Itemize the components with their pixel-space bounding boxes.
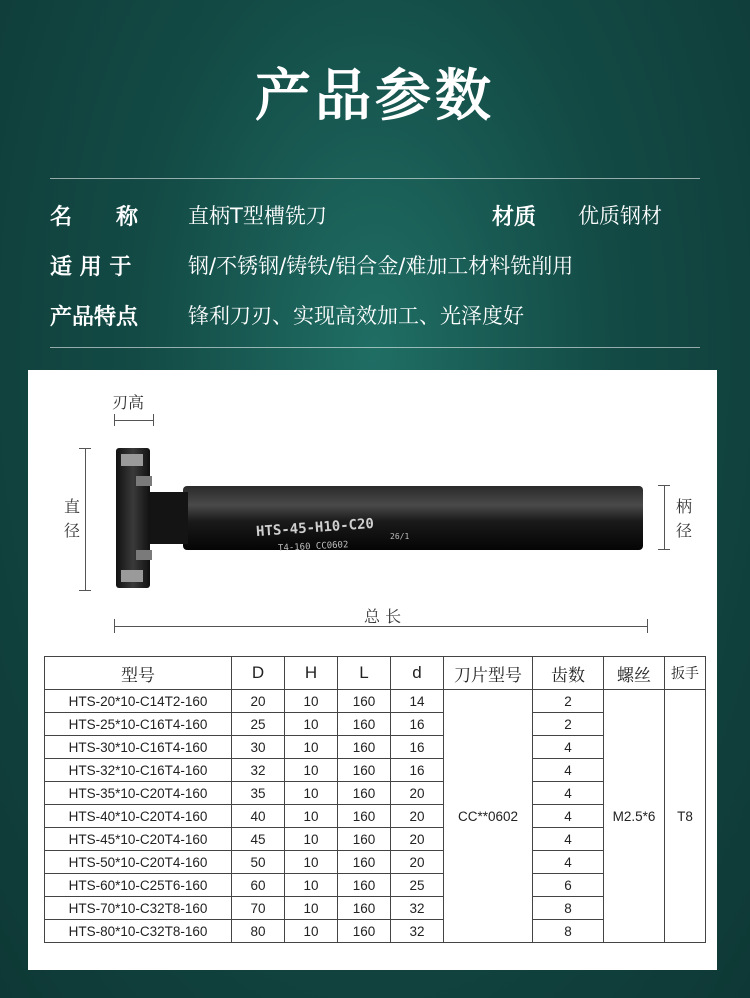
cell-l: 160: [338, 713, 391, 736]
cell-l: 160: [338, 805, 391, 828]
blade-height-label: 刃高: [112, 393, 145, 412]
cell-l: 160: [338, 851, 391, 874]
cell-d: 25: [232, 713, 285, 736]
cell-teeth: 6: [533, 874, 604, 897]
material-value: 优质钢材: [578, 204, 662, 228]
cell-h: 10: [285, 736, 338, 759]
cell-d: 45: [232, 828, 285, 851]
cell-shank-d: 32: [391, 897, 444, 920]
divider-bottom: [50, 347, 700, 348]
header-l: L: [338, 657, 391, 690]
cell-shank-d: 20: [391, 805, 444, 828]
cell-model: HTS-20*10-C14T2-160: [45, 690, 232, 713]
cell-teeth: 4: [533, 828, 604, 851]
shank-tick-top: [658, 485, 670, 486]
cell-h: 10: [285, 828, 338, 851]
divider-top: [50, 178, 700, 179]
shank-body: [183, 486, 643, 550]
cell-l: 160: [338, 920, 391, 943]
feature-label: 产品特点: [50, 305, 139, 330]
cell-model: HTS-40*10-C20T4-160: [45, 805, 232, 828]
diameter-line: [85, 448, 86, 590]
insert-top: [121, 454, 143, 466]
header-model: 型号: [45, 657, 232, 690]
cell-wrench: T8: [665, 690, 706, 943]
shank-line: [664, 485, 665, 549]
cell-l: 160: [338, 759, 391, 782]
cell-model: HTS-80*10-C32T8-160: [45, 920, 232, 943]
header-insert: 刀片型号: [444, 657, 533, 690]
cell-d: 60: [232, 874, 285, 897]
cell-l: 160: [338, 736, 391, 759]
cell-teeth: 2: [533, 690, 604, 713]
usage-value: 钢/不锈钢/铸铁/铝合金/难加工材料铣削用: [188, 254, 574, 278]
cell-teeth: 4: [533, 759, 604, 782]
product-card: [28, 370, 717, 970]
cell-teeth: 8: [533, 897, 604, 920]
page-title: 产品参数: [255, 64, 495, 129]
cell-shank-d: 16: [391, 736, 444, 759]
cell-l: 160: [338, 690, 391, 713]
cell-h: 10: [285, 920, 338, 943]
insert-mid-bottom: [136, 550, 152, 560]
cell-d: 40: [232, 805, 285, 828]
cell-teeth: 2: [533, 713, 604, 736]
cell-d: 50: [232, 851, 285, 874]
cell-d: 70: [232, 897, 285, 920]
cell-model: HTS-25*10-C16T4-160: [45, 713, 232, 736]
blade-height-tick-right: [153, 414, 154, 426]
shank-neck: [148, 492, 188, 544]
cell-screw: M2.5*6: [604, 690, 665, 943]
cell-model: HTS-30*10-C16T4-160: [45, 736, 232, 759]
cell-l: 160: [338, 897, 391, 920]
spec-table: [44, 656, 706, 943]
cutter-head: [116, 448, 150, 588]
cell-d: 30: [232, 736, 285, 759]
total-length-line: [114, 626, 648, 627]
engraving-main: HTS-45-H10-C20: [255, 515, 375, 541]
total-length-tick-right: [647, 619, 648, 633]
name-value: 直柄T型槽铣刀: [188, 204, 327, 228]
total-length-label: 总 长: [364, 607, 402, 626]
blade-height-line: [114, 420, 154, 421]
shank-label-1: 柄: [675, 497, 692, 516]
material-label: 材质: [492, 205, 537, 230]
cell-shank-d: 16: [391, 759, 444, 782]
cell-shank-d: 14: [391, 690, 444, 713]
diameter-label-1: 直: [63, 497, 80, 516]
total-length-tick-left: [114, 619, 115, 633]
cell-teeth: 4: [533, 782, 604, 805]
engraving-sub: T4-160 CC0602: [277, 540, 349, 554]
cell-d: 35: [232, 782, 285, 805]
cell-h: 10: [285, 759, 338, 782]
cell-model: HTS-35*10-C20T4-160: [45, 782, 232, 805]
cell-d: 20: [232, 690, 285, 713]
cell-model: HTS-60*10-C25T6-160: [45, 874, 232, 897]
cell-shank-d: 16: [391, 713, 444, 736]
cell-h: 10: [285, 713, 338, 736]
insert-mid-top: [136, 476, 152, 486]
cell-teeth: 8: [533, 920, 604, 943]
shank-tick-bottom: [658, 549, 670, 550]
shank-label-2: 径: [675, 521, 692, 540]
header-screw: 螺丝: [604, 657, 665, 690]
cell-model: HTS-50*10-C20T4-160: [45, 851, 232, 874]
cell-h: 10: [285, 690, 338, 713]
usage-label: 适 用 于: [50, 255, 132, 280]
header-teeth: 齿数: [533, 657, 604, 690]
cell-insert: CC**0602: [444, 690, 533, 943]
cell-l: 160: [338, 782, 391, 805]
cell-d: 80: [232, 920, 285, 943]
cell-teeth: 4: [533, 851, 604, 874]
table-header-row: [45, 657, 706, 690]
cell-shank-d: 20: [391, 828, 444, 851]
cell-h: 10: [285, 874, 338, 897]
feature-value: 锋利刀刃、实现高效加工、光泽度好: [188, 304, 524, 328]
header-h: H: [285, 657, 338, 690]
header-shank-d: d: [391, 657, 444, 690]
table-row: [45, 690, 706, 713]
cell-d: 32: [232, 759, 285, 782]
cell-model: HTS-70*10-C32T8-160: [45, 897, 232, 920]
cell-teeth: 4: [533, 805, 604, 828]
cell-shank-d: 25: [391, 874, 444, 897]
cell-shank-d: 32: [391, 920, 444, 943]
diameter-label-2: 径: [63, 521, 80, 540]
name-label: 名 称: [50, 205, 139, 230]
cell-h: 10: [285, 805, 338, 828]
cell-model: HTS-32*10-C16T4-160: [45, 759, 232, 782]
cell-shank-d: 20: [391, 782, 444, 805]
cell-model: HTS-45*10-C20T4-160: [45, 828, 232, 851]
cell-h: 10: [285, 897, 338, 920]
blade-height-tick-left: [114, 414, 115, 426]
cell-l: 160: [338, 828, 391, 851]
cell-h: 10: [285, 851, 338, 874]
cell-l: 160: [338, 874, 391, 897]
cell-shank-d: 20: [391, 851, 444, 874]
cell-h: 10: [285, 782, 338, 805]
cell-teeth: 4: [533, 736, 604, 759]
engraving-small: 26/1: [390, 532, 410, 541]
header-wrench: 扳手: [665, 657, 706, 690]
header-d: D: [232, 657, 285, 690]
insert-bottom: [121, 570, 143, 582]
